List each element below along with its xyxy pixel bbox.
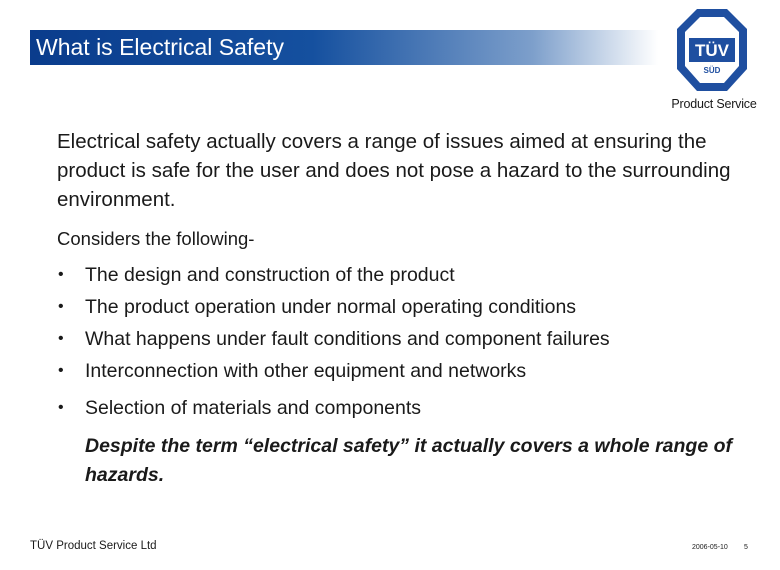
logo-sub: SÜD (703, 66, 721, 75)
bullet-dot-icon: • (58, 266, 64, 283)
logo-mark: TÜV (695, 41, 729, 60)
bullet-item (57, 262, 757, 294)
bullet-text: Selection of materials and components (85, 397, 422, 419)
bullet-item (57, 326, 757, 358)
logo-caption: Product Service (671, 97, 757, 111)
bullet-text: Interconnection with other equipment and networks (85, 360, 527, 382)
bullet-text: What happens under fault conditions and component failures (85, 328, 610, 350)
tuv-logo (664, 6, 760, 116)
bullet-list (57, 262, 757, 427)
slide-title: What is Electrical Safety (36, 34, 284, 60)
tuv-octagon-icon (676, 8, 748, 92)
bullet-dot-icon: • (58, 362, 64, 379)
bullet-text: The design and construction of the product (85, 264, 455, 286)
considers-heading: Considers the following- (57, 228, 255, 249)
footer-date: 2006-05-10 (692, 544, 728, 551)
bullet-dot-icon: • (58, 330, 64, 347)
intro-paragraph: Electrical safety actually covers a range of issues aimed at ensuring the product is safe for the user and does not pose a hazard to the surrounding environment. (57, 130, 731, 211)
title-bar (30, 30, 658, 65)
bullet-item (57, 395, 757, 427)
page-number: 5 (744, 544, 748, 551)
bullet-item (57, 358, 757, 390)
bullet-dot-icon: • (58, 298, 64, 315)
bullet-text: The product operation under normal operating conditions (85, 296, 577, 318)
emphasis-note: Despite the term “electrical safety” it actually covers a whole range of hazards. (85, 435, 732, 486)
bullet-dot-icon: • (58, 399, 64, 416)
footer-company: TÜV Product Service Ltd (30, 540, 157, 552)
bullet-item (57, 294, 757, 326)
